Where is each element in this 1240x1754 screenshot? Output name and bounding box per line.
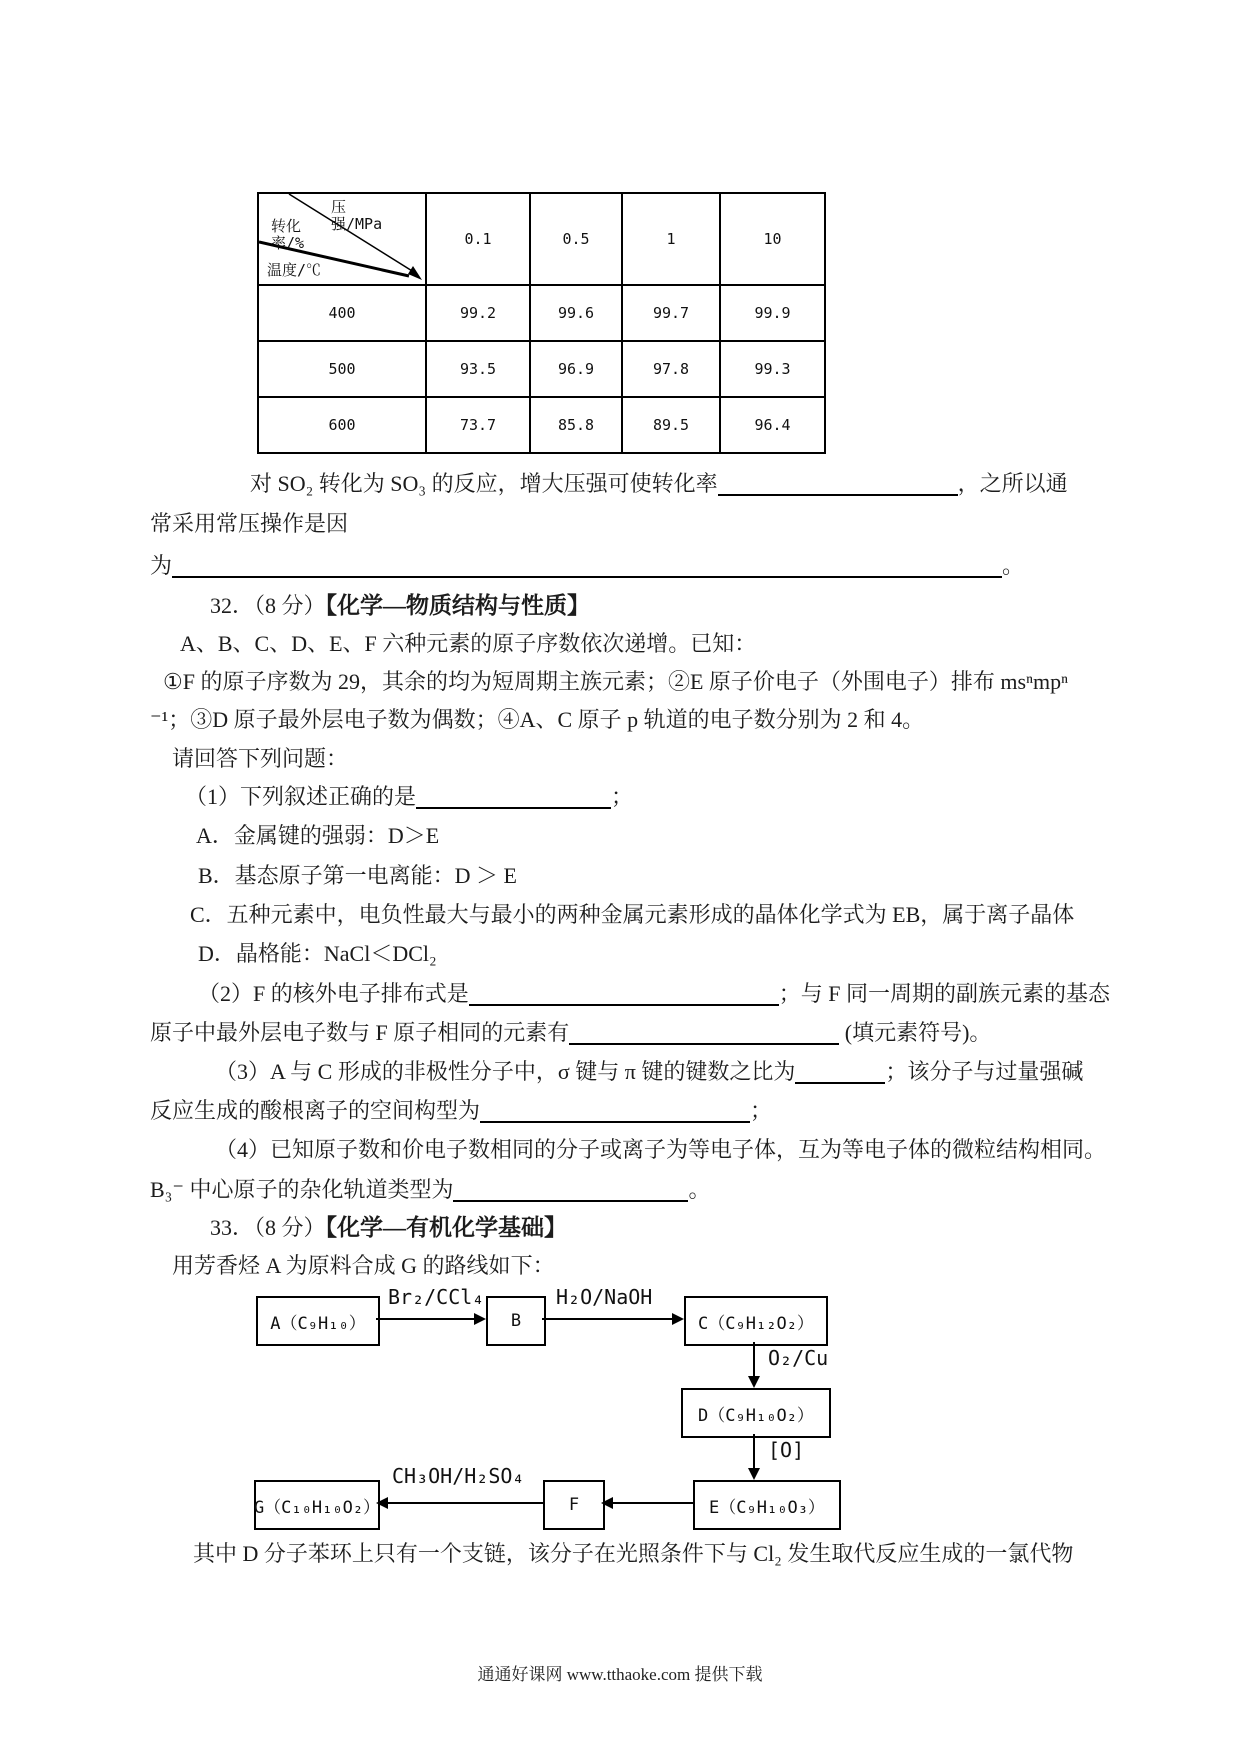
pressure-column-header: 0.1 — [426, 193, 530, 285]
answer-blank — [480, 1099, 750, 1123]
q31-line3-tail: 。 — [1002, 553, 1025, 578]
arrow-c-to-d — [753, 1342, 755, 1377]
table-row — [258, 341, 825, 397]
table-row — [258, 397, 825, 453]
q32-sub1-tail: ； — [611, 784, 634, 809]
arrow-e-to-f — [613, 1502, 693, 1504]
reagent-label-d-e: [O] — [768, 1438, 805, 1462]
arrowhead-down-icon — [748, 1468, 760, 1480]
q33-heading — [210, 1214, 567, 1242]
pressure-column-header: 1 — [622, 193, 720, 285]
answer-blank — [453, 1178, 688, 1202]
q32-number: 32．（8 分） — [210, 593, 326, 618]
q32-sub1 — [185, 783, 633, 811]
q32-sub3-mid: ；该分子与过量强碱 — [885, 1059, 1084, 1084]
q32-sub2-line1 — [198, 980, 1110, 1008]
answer-blank — [469, 982, 779, 1006]
table-row — [258, 285, 825, 341]
q32-known1-text: ①F 的原子序数为 29，其余的均为短周期主族元素；②E 原子价电子（外围电子）排布 msⁿmpⁿ — [163, 669, 1069, 694]
q32-sub4-line2 — [150, 1176, 710, 1204]
q33-intro — [172, 1252, 555, 1280]
answer-blank — [172, 554, 1002, 578]
value-cell: 99.9 — [720, 285, 825, 341]
arrow-d-to-e — [753, 1434, 755, 1469]
q32-sub2-mid: ；与 F 同一周期的副族元素的基态 — [778, 981, 1110, 1006]
value-cell: 93.5 — [426, 341, 530, 397]
q32-sub4-line2-text: B₃⁻ 中心原子的杂化轨道类型为 — [150, 1177, 454, 1202]
temperature-cell: 400 — [258, 285, 426, 341]
q32-option-d-text: D．晶格能：NaCl＜DCl₂ — [198, 941, 437, 966]
q32-sub2-line2 — [150, 1019, 991, 1047]
q32-intro — [180, 630, 756, 658]
q32-sub4-line2-tail: 。 — [688, 1177, 711, 1202]
compound-box-f: F — [543, 1480, 605, 1530]
q32-option-c — [190, 901, 1074, 929]
q32-title: 【化学—物质结构与性质】 — [325, 593, 591, 618]
q31-line1-tail: ，之所以通 — [957, 471, 1068, 496]
corner-label-temperature: 温度/℃ — [267, 261, 322, 279]
corner-label-pressure: 压强/MPa — [331, 198, 383, 233]
q32-sub2-text: （2）F 的核外电子排布式是 — [198, 981, 469, 1006]
arrow-a-to-b — [376, 1318, 476, 1320]
reagent-label-a-b: Br₂/CCl₄ — [388, 1285, 485, 1309]
compound-box-g: G（C₁₀H₁₀O₂） — [254, 1480, 380, 1530]
q32-option-a — [196, 822, 439, 850]
pressure-column-header: 10 — [720, 193, 825, 285]
value-cell: 89.5 — [622, 397, 720, 453]
compound-box-a: A（C₉H₁₀） — [256, 1296, 380, 1346]
conversion-rate-table — [257, 192, 826, 454]
q32-intro-text: A、B、C、D、E、F 六种元素的原子序数依次递增。已知： — [180, 631, 757, 656]
q32-sub3-line2-tail: ； — [750, 1098, 773, 1123]
reagent-label-f-g: CH₃OH/H₂SO₄ — [392, 1464, 525, 1488]
q32-option-b-text: B．基态原子第一电离能：D ＞ E — [198, 863, 518, 888]
q31-line2 — [150, 510, 348, 538]
q32-option-d — [198, 940, 437, 968]
q32-known1 — [163, 668, 1068, 696]
q31-line3-text: 为 — [150, 553, 173, 578]
q32-option-a-text: A．金属键的强弱：D＞E — [196, 823, 440, 848]
q33-note — [193, 1540, 1073, 1568]
q32-heading — [210, 592, 590, 620]
pressure-column-header: 0.5 — [530, 193, 622, 285]
q32-sub4-text: （4）已知原子数和价电子数相同的分子或离子为等电子体，互为等电子体的微粒结构相同。 — [215, 1137, 1107, 1162]
table-header-row — [258, 193, 825, 285]
answer-blank — [795, 1060, 885, 1084]
q32-sub3-line2 — [150, 1097, 772, 1125]
arrowhead-left-icon — [601, 1497, 613, 1509]
value-cell: 96.9 — [530, 341, 622, 397]
arrow-b-to-c — [542, 1318, 674, 1320]
page-footer — [0, 1660, 1240, 1685]
value-cell: 99.6 — [530, 285, 622, 341]
value-cell: 96.4 — [720, 397, 825, 453]
q31-line1 — [250, 470, 1068, 498]
q32-known2-text: ⁻¹；③D 原子最外层电子数为偶数；④A、C 原子 p 轨道的电子数分别为 2 和 4。 — [150, 707, 925, 732]
q31-line1-text: 对 SO₂ 转化为 SO₃ 的反应，增大压强可使转化率 — [250, 471, 718, 496]
compound-box-b: B — [486, 1296, 546, 1346]
q31-line3 — [150, 552, 1024, 580]
reagent-label-c-d: O₂/Cu — [768, 1346, 829, 1370]
footer-text: 通通好课网 www.tthaoke.com 提供下载 — [477, 1665, 763, 1684]
value-cell: 99.7 — [622, 285, 720, 341]
temperature-cell: 500 — [258, 341, 426, 397]
arrowhead-right-icon — [672, 1313, 684, 1325]
answer-blank — [416, 785, 611, 809]
value-cell: 73.7 — [426, 397, 530, 453]
q32-known2 — [150, 706, 924, 734]
arrowhead-down-icon — [748, 1376, 760, 1388]
arrow-f-to-g — [388, 1502, 543, 1504]
q32-option-c-text: C．五种元素中，电负性最大与最小的两种金属元素形成的晶体化学式为 EB，属于离子晶体 — [190, 902, 1075, 927]
q32-sub3-text: （3）A 与 C 形成的非极性分子中，σ 键与 π 键的键数之比为 — [215, 1059, 796, 1084]
q32-sub3-line1 — [215, 1058, 1083, 1086]
value-cell: 97.8 — [622, 341, 720, 397]
q33-title: 【化学—有机化学基础】 — [325, 1215, 568, 1240]
q32-prompt — [172, 745, 348, 773]
q33-intro-text: 用芳香烃 A 为原料合成 G 的路线如下： — [172, 1253, 555, 1278]
q33-number: 33．（8 分） — [210, 1215, 326, 1240]
q32-sub4-line1 — [215, 1136, 1106, 1164]
corner-label-conversion-rate: 转化率/% — [271, 217, 305, 252]
temperature-cell: 600 — [258, 397, 426, 453]
value-cell: 99.2 — [426, 285, 530, 341]
q32-sub2-line2-text: 原子中最外层电子数与 F 原子相同的元素有 — [150, 1020, 570, 1045]
value-cell: 85.8 — [530, 397, 622, 453]
arrowhead-left-icon — [376, 1497, 388, 1509]
answer-blank — [718, 472, 958, 496]
arrowhead-right-icon — [474, 1313, 486, 1325]
value-cell: 99.3 — [720, 341, 825, 397]
synthesis-route-diagram — [0, 1280, 1240, 1536]
compound-box-e: E（C₉H₁₀O₃） — [693, 1480, 841, 1530]
reagent-label-b-c: H₂O/NaOH — [556, 1285, 653, 1309]
table-corner-cell — [258, 193, 426, 285]
q31-line2-text: 常采用常压操作是因 — [150, 511, 349, 536]
q32-sub1-text: （1）下列叙述正确的是 — [185, 784, 417, 809]
answer-blank — [569, 1021, 839, 1045]
q32-option-b — [198, 862, 517, 890]
q32-sub3-line2-text: 反应生成的酸根离子的空间构型为 — [150, 1098, 481, 1123]
q33-note-text: 其中 D 分子苯环上只有一个支链，该分子在光照条件下与 Cl₂ 发生取代反应生成的一氯代物 — [193, 1541, 1074, 1566]
compound-box-c: C（C₉H₁₂O₂） — [684, 1296, 828, 1346]
q32-sub2-line2-tail: (填元素符号)。 — [839, 1020, 992, 1045]
compound-box-d: D（C₉H₁₀O₂） — [681, 1388, 831, 1438]
q32-prompt-text: 请回答下列问题： — [172, 746, 349, 771]
